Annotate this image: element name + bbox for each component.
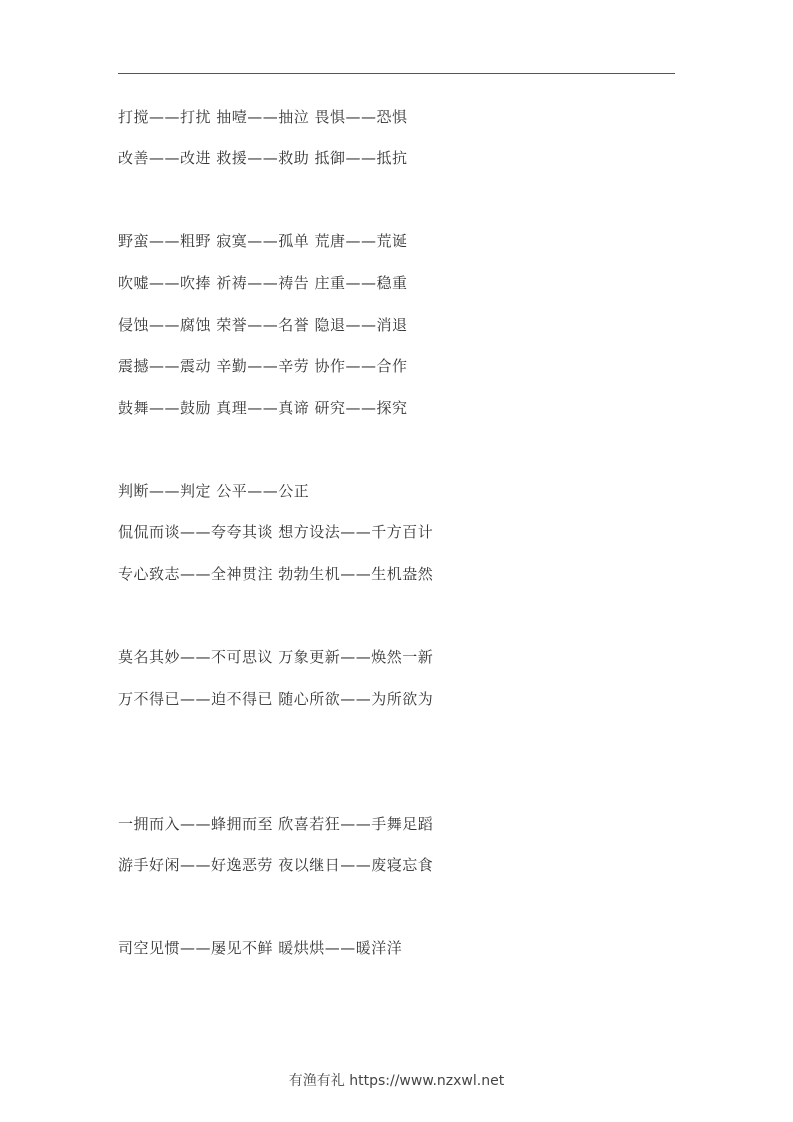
idiom-pair-line: 游手好闲——好逸恶劳 夜以继日——废寝忘食 (118, 856, 434, 874)
word-pair-line: 震撼——震动 辛勤——辛劳 协作——合作 (118, 357, 408, 375)
idiom-pair-line: 司空见惯——屡见不鲜 暖烘烘——暖洋洋 (118, 939, 403, 957)
idiom-pair-line: 莫名其妙——不可思议 万象更新——焕然一新 (118, 648, 434, 666)
word-pair-line: 打搅——打扰 抽噎——抽泣 畏惧——恐惧 (118, 108, 408, 126)
top-divider (118, 73, 675, 74)
idiom-pair-line: 万不得已——迫不得已 随心所欲——为所欲为 (118, 690, 434, 708)
word-pair-line: 改善——改进 救援——救助 抵御——抵抗 (118, 149, 408, 167)
word-pair-line: 野蛮——粗野 寂寞——孤单 荒唐——荒诞 (118, 232, 408, 250)
word-pair-line: 判断——判定 公平——公正 (118, 482, 310, 500)
footer-watermark-text: 有渔有礼 https://www.nzxwl.net (288, 1073, 505, 1089)
idiom-pair-line: 一拥而入——蜂拥而至 欣喜若狂——手舞足蹈 (118, 815, 434, 833)
idiom-pair-line: 侃侃而谈——夸夸其谈 想方设法——千方百计 (118, 523, 434, 541)
word-pair-line: 吹嘘——吹捧 祈祷——祷告 庄重——稳重 (118, 274, 408, 292)
idiom-pair-line: 专心致志——全神贯注 勃勃生机——生机盎然 (118, 565, 434, 583)
word-pair-line: 侵蚀——腐蚀 荣誉——名誉 隐退——消退 (118, 316, 408, 334)
word-pair-line: 鼓舞——鼓励 真理——真谛 研究——探究 (118, 399, 408, 417)
